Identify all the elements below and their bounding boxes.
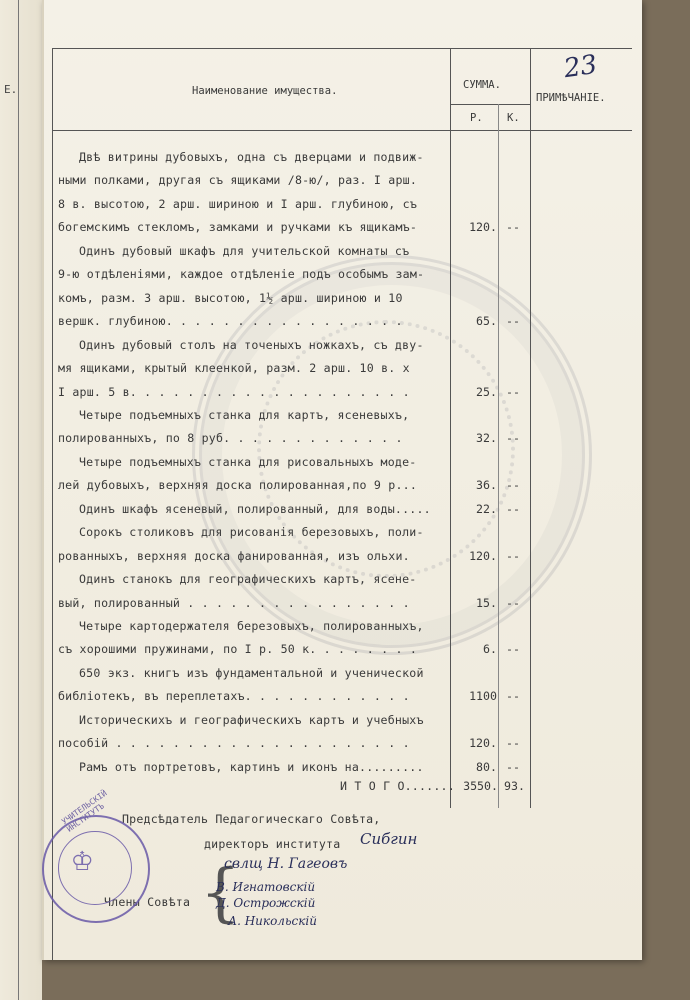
item-line: Одинъ станокъ для географическихъ картъ, ясене- [79, 572, 417, 586]
amount-kop: -- [506, 478, 520, 492]
col-header-rub: Р. [470, 112, 483, 124]
rub-kop-divider [498, 104, 499, 808]
chairman-caption: Предсѣдатель Педагогическаго Совѣта, [122, 812, 381, 826]
amount-rub: 25. [476, 385, 497, 399]
amount-kop: -- [506, 736, 520, 750]
item-line: рованныхъ, верхняя доска фанированная, изъ ольхи. [58, 549, 410, 563]
item-line: вый, полированный . . . . . . . . . . . . . . . . [58, 596, 410, 610]
note-left-border [530, 48, 531, 808]
amount-kop: -- [506, 689, 520, 703]
header-bottom-border [52, 130, 632, 131]
total-label: И Т О Г О....... [340, 779, 455, 793]
amount-rub: 120. [469, 220, 497, 234]
signature-member-1: В. Игнатовскiй [216, 880, 316, 894]
item-line: Четыре подъемныхъ станка для рисовальныхъ моде- [79, 455, 417, 469]
item-line: 650 экз. книгъ изъ фундаментальной и ученической [79, 666, 424, 680]
item-line: Одинъ дубовый столъ на точеныхъ ножкахъ, съ дву- [79, 338, 424, 352]
col-header-name: Наименование имущества. [192, 85, 338, 97]
item-line: Рамъ отъ портретовъ, картинъ и иконъ на......... [79, 760, 424, 774]
item-line: полированныхъ, по 8 руб. . . . . . . . . . . . . [58, 431, 403, 445]
amount-rub: 1100 [469, 689, 497, 703]
total-kop: 93. [504, 779, 525, 793]
amount-rub: 15. [476, 596, 497, 610]
item-line: Четыре подъемныхъ станка для картъ, ясеневыхъ, [79, 408, 410, 422]
amount-kop: -- [506, 314, 520, 328]
amount-kop: -- [506, 642, 520, 656]
binding-edge [42, 0, 44, 960]
item-line: съ хорошими пружинами, по I р. 50 к. . . . . . . . [58, 642, 418, 656]
item-line: комъ, разм. 3 арш. высотою, 1½ арш. шириною и 10 [58, 291, 403, 305]
item-line: богемскимъ стекломъ, замками и ручками къ ящикамъ- [58, 220, 418, 234]
amount-kop: -- [506, 385, 520, 399]
amount-rub: 6. [483, 642, 497, 656]
amount-kop: -- [506, 502, 520, 516]
amount-kop: -- [506, 220, 520, 234]
item-line: библiотекъ, въ переплетахъ. . . . . . . . . . . . [58, 689, 410, 703]
amount-rub: 32. [476, 431, 497, 445]
signature-member-2: Д. Острожскiй [216, 896, 316, 910]
document-page [42, 0, 642, 960]
signature-director: Сибгин [360, 830, 418, 848]
amount-kop: -- [506, 431, 520, 445]
item-line: ными полками, другая съ ящиками /8-ю/, раз. I арш. [58, 173, 418, 187]
item-line: Четыре картодержателя березовыхъ, полированныхъ, [79, 619, 424, 633]
amount-rub: 65. [476, 314, 497, 328]
amount-rub: 120. [469, 549, 497, 563]
stamp-text: УЧИТЕЛЬСКIЙ ИНСТИТУТЪ [60, 788, 109, 834]
table-top-border [52, 48, 632, 49]
col-header-sum: СУММА. [463, 79, 501, 91]
watermark-seal-inner [257, 320, 515, 578]
previous-page-edge [0, 0, 42, 1000]
institute-stamp [42, 788, 150, 923]
item-line: I арш. 5 в. . . . . . . . . . . . . . . . . . . . [58, 385, 410, 399]
amount-rub: 120. [469, 736, 497, 750]
item-line: Одинъ дубовый шкафъ для учительской комнаты съ [79, 244, 410, 258]
members-brace: { [200, 856, 241, 930]
col-header-note: ПРИМѢЧАНIЕ. [536, 92, 606, 104]
col-header-kop: К. [507, 112, 520, 124]
signature-member-3: А. Никольскiй [228, 914, 317, 928]
item-line: 8 в. высотою, 2 арш. шириною и I арш. глубиною, съ [58, 197, 418, 211]
amount-kop: -- [506, 760, 520, 774]
item-line: Историческихъ и географическихъ картъ и учебныхъ [79, 713, 424, 727]
amount-rub: 22. [476, 502, 497, 516]
signature-chairman: свлщ Н. Гагеовъ [224, 856, 348, 872]
item-line: 9-ю отдѣленiями, каждое отдѣленiе подъ особымъ зам- [58, 267, 425, 281]
amount-kop: -- [506, 549, 520, 563]
director-caption: директоръ института [204, 837, 341, 851]
sum-subheader-line [450, 104, 530, 105]
item-line: мя ящиками, крытый клеенкой, разм. 2 арш. 10 в. х [58, 361, 410, 375]
item-line: Сорокъ столиковъ для рисованiя березовыхъ, поли- [79, 525, 424, 539]
left-border [52, 48, 53, 960]
item-line: лей дубовыхъ, верхняя доска полированная,по 9 р... [58, 478, 418, 492]
item-line: Одинъ шкафъ ясеневый, полированный, для воды..... [79, 502, 431, 516]
margin-line [18, 0, 19, 1000]
amount-rub: 80. [476, 760, 497, 774]
header-fragment: Е. [4, 83, 18, 96]
total-rub: 3550. [463, 779, 498, 793]
amount-rub: 36. [476, 478, 497, 492]
item-line: Двѣ витрины дубовыхъ, одна съ дверцами и подвиж- [79, 150, 424, 164]
members-caption: Члены Совѣта [104, 895, 191, 909]
amount-kop: -- [506, 596, 520, 610]
item-line: пособiй . . . . . . . . . . . . . . . . . . . . . [58, 736, 410, 750]
item-line: вершк. глубиною. . . . . . . . . . . . . . . . . [58, 314, 403, 328]
eagle-emblem-icon: ♔ [72, 839, 93, 879]
stamp-ring [58, 831, 132, 905]
page-number: 23 [562, 49, 600, 85]
